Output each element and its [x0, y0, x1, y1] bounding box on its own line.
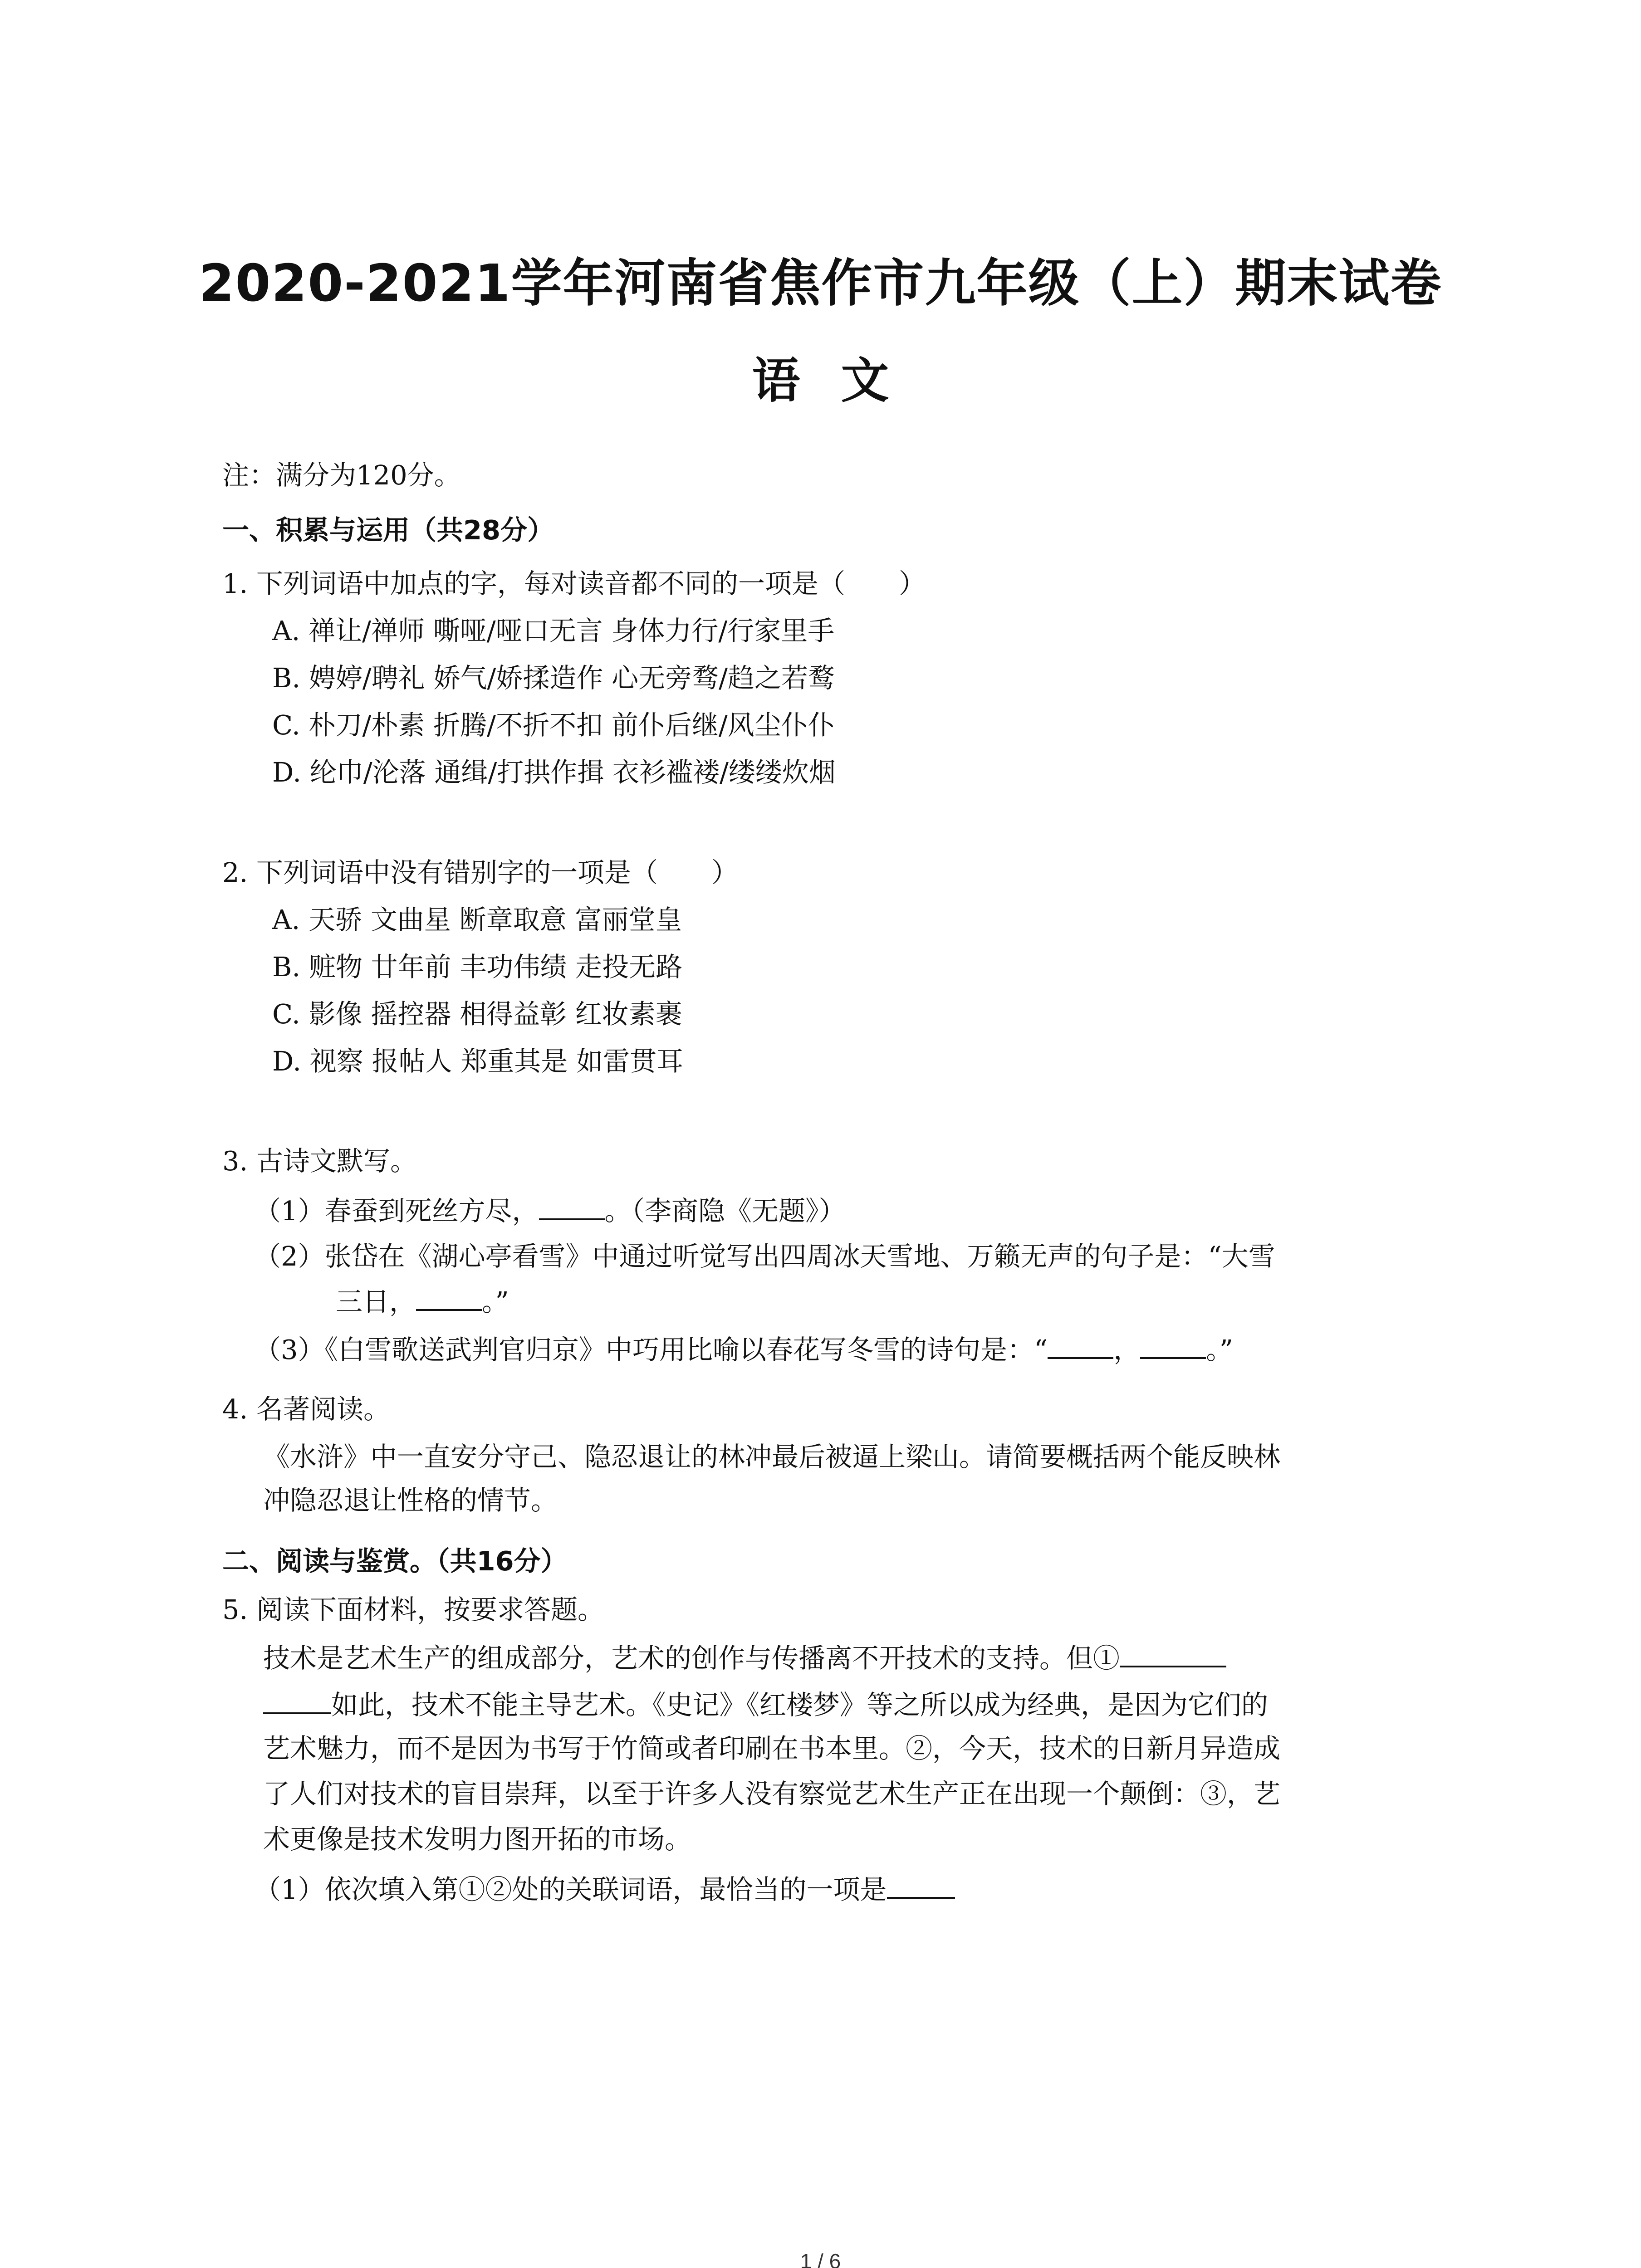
question-1-option-c: C. 朴刀/朴素 折腾/不折不扣 前仆后继/风尘仆仆	[272, 709, 835, 741]
question-2-option-d: D. 视察 报帖人 郑重其是 如雷贯耳	[272, 1046, 683, 1077]
question-2-option-a: A. 天骄 文曲星 断章取意 富丽堂皇	[272, 904, 682, 935]
question-1-option-d: D. 纶巾/沦落 通缉/打拱作揖 衣衫褴褛/缕缕炊烟	[272, 757, 836, 788]
page-number: 1 / 6	[800, 2249, 841, 2268]
question-4-line-1: 《水浒》中一直安分守己、隐忍退让的林冲最后被逼上梁山。请简要概括两个能反映林	[263, 1441, 1281, 1472]
answer-blank[interactable]	[1140, 1330, 1206, 1359]
question-4-stem: 4. 名著阅读。	[222, 1393, 391, 1425]
question-5-sub-1: （1）依次填入第①②处的关联词语，最恰当的一项是	[254, 1870, 955, 1908]
question-2-stem: 2. 下列词语中没有错别字的一项是（ ）	[222, 857, 739, 888]
answer-blank[interactable]	[887, 1870, 955, 1899]
question-5-paragraph-line-4: 了人们对技术的盲目崇拜，以至于许多人没有察觉艺术生产正在出现一个颠倒：③，艺	[263, 1778, 1281, 1809]
answer-blank[interactable]	[1120, 1638, 1226, 1667]
question-5-paragraph-line-2: 如此，技术不能主导艺术。《史记》《红楼梦》等之所以成为经典，是因为它们的	[263, 1685, 1268, 1723]
exam-title: 2020-2021学年河南省焦作市九年级（上）期末试卷	[199, 254, 1442, 313]
question-2-option-c: C. 影像 摇控器 相得益彰 红妆素裹	[272, 998, 682, 1030]
section-heading-2: 二、阅读与鉴赏。（共16分）	[222, 1545, 568, 1577]
answer-blank[interactable]	[263, 1685, 331, 1714]
answer-blank[interactable]	[1048, 1330, 1113, 1359]
question-1-stem: 1. 下列词语中加点的字，每对读音都不同的一项是（ ）	[222, 568, 926, 599]
question-5-paragraph-line-3: 艺术魅力，而不是因为书写于竹简或者印刷在书本里。②，今天，技术的日新月异造成	[263, 1733, 1281, 1764]
question-3-item-2-line-2: 三日， 。”	[336, 1282, 509, 1320]
question-5-stem: 5. 阅读下面材料，按要求答题。	[222, 1594, 605, 1625]
question-5-paragraph-line-1: 技术是艺术生产的组成部分，艺术的创作与传播离不开技术的支持。但①	[263, 1638, 1226, 1677]
question-1-option-b: B. 娉婷/聘礼 娇气/娇揉造作 心无旁骛/趋之若鹜	[272, 662, 835, 694]
question-1-option-a: A. 禅让/禅师 嘶哑/哑口无言 身体力行/行家里手	[272, 615, 835, 646]
score-note: 注：满分为120分。	[222, 459, 461, 491]
answer-blank[interactable]	[416, 1282, 482, 1311]
question-3-item-3: （3）《白雪歌送武判官归京》中巧用比喻以春花写冬雪的诗句是：“ ， 。”	[254, 1330, 1233, 1368]
answer-blank[interactable]	[539, 1191, 605, 1220]
question-5-paragraph-line-5: 术更像是技术发明力图开拓的市场。	[263, 1823, 692, 1855]
subject-title: 语文	[752, 353, 930, 409]
question-2-option-b: B. 赃物 廿年前 丰功伟绩 走投无路	[272, 951, 683, 982]
question-4-line-2: 冲隐忍退让性格的情节。	[263, 1485, 558, 1516]
section-heading-1: 一、积累与运用（共28分）	[222, 514, 554, 546]
question-3-stem: 3. 古诗文默写。	[222, 1145, 417, 1177]
question-3-item-1: （1）春蚕到死丝方尽， 。（李商隐《无题》）	[254, 1191, 846, 1229]
question-3-item-2-line-1: （2）张岱在《湖心亭看雪》中通过听觉写出四周冰天雪地、万籁无声的句子是：“大雪	[254, 1241, 1275, 1272]
